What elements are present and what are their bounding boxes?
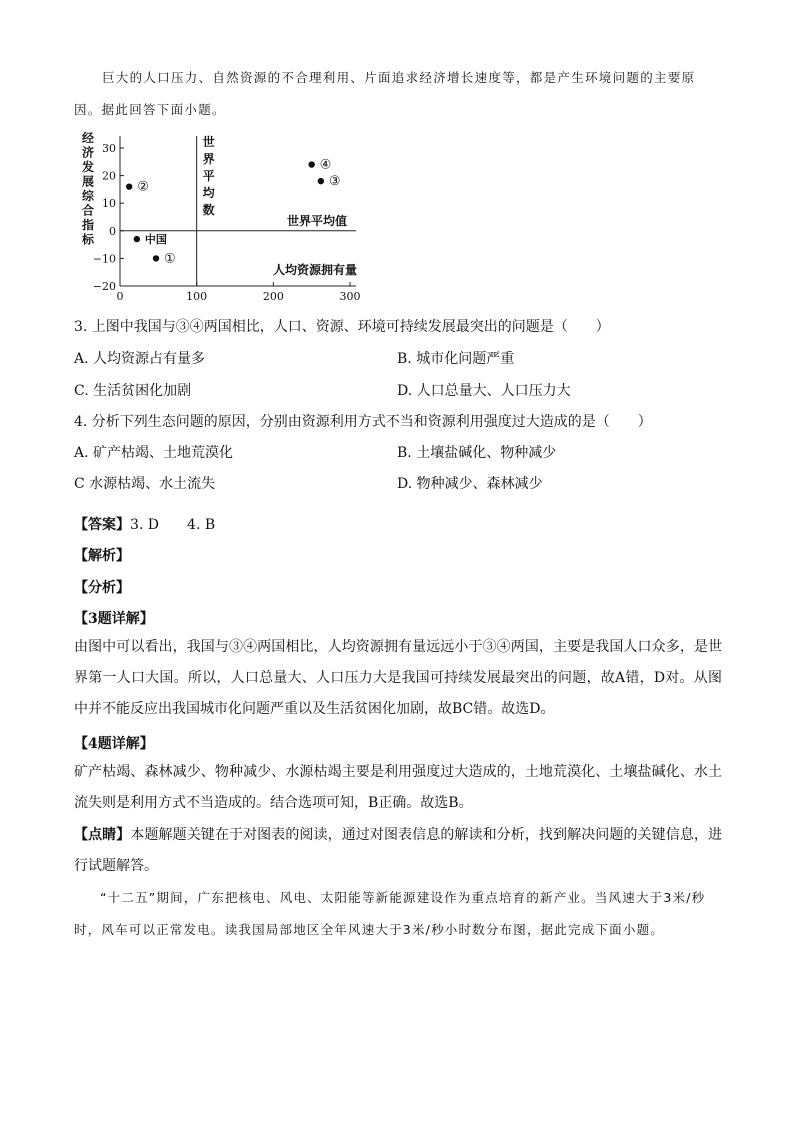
y-axis-label-char: 发 xyxy=(81,160,95,174)
q4-detail-tag: 【4题详解】 xyxy=(74,736,154,752)
q3-option-d: D. 人口总量大、人口压力大 xyxy=(397,383,571,399)
reference-label-vertical-char: 界 xyxy=(202,152,215,166)
intro-paragraph: 巨大的人口压力、自然资源的不合理利用、片面追求经济增长速度等，都是产生环境问题的主要原因。据此回答下面小题。 xyxy=(74,70,696,117)
q4-option-c: C 水源枯竭、水土流失 xyxy=(74,476,216,492)
y-axis-label-char: 经 xyxy=(81,131,95,145)
y-axis-label-char: 指 xyxy=(81,218,95,232)
reference-label-vertical-char: 均 xyxy=(202,186,215,200)
y-axis-label-char: 综 xyxy=(81,189,95,203)
data-point-label: 中国 xyxy=(144,233,167,247)
y-axis-label-char: 展 xyxy=(81,174,95,189)
answer-tag: 【答案】 xyxy=(74,517,130,533)
y-tick-label: −10 xyxy=(92,252,116,266)
data-point xyxy=(126,183,132,189)
dianjing-paragraph xyxy=(74,820,722,882)
q4-detail-text: 矿产枯竭、森林减少、物种减少、水源枯竭主要是利用强度过大造成的，土地荒漠化、土壤盐碱化、水土流失则是利用方式不当造成的。结合选项可知，B正确。故选B。 xyxy=(74,764,722,811)
analysis-tag: 【解析】 xyxy=(74,548,130,564)
dianjing-tag: 【点睛】 xyxy=(74,827,131,843)
reference-label-horizontal: 世界平均值 xyxy=(286,213,347,228)
data-point xyxy=(318,178,324,184)
scatter-chart xyxy=(60,128,370,308)
q4-option-b: B. 土壤盐碱化、物种减少 xyxy=(397,445,557,461)
q3-option-a: A. 人均资源占有量多 xyxy=(74,351,206,367)
data-point-label: ① xyxy=(164,251,176,267)
y-tick-label: 30 xyxy=(102,142,116,155)
x-tick-label: 0 xyxy=(116,290,124,303)
y-tick-label: 10 xyxy=(102,197,116,211)
data-point-label: ② xyxy=(137,179,149,195)
fenxi-tag: 【分析】 xyxy=(74,580,130,596)
outro-paragraph: “十二五”期间，广东把核电、风电、太阳能等新能源建设作为重点培育的新产业。当风速大于3米/秒时，风车可以正常发电。读我国局部地区全年风速大于3米/秒小时数分布图，据此完成下面小题。 xyxy=(74,890,706,937)
q4-stem: 4. 分析下列生态问题的原因，分别由资源利用方式不当和资源利用强度过大造成的是（ ） xyxy=(74,414,652,430)
reference-label-vertical-char: 数 xyxy=(202,203,215,217)
y-tick-label: 0 xyxy=(109,224,116,238)
q3-stem: 3. 上图中我国与③④两国相比，人口、资源、环境可持续发展最突出的问题是（ ） xyxy=(74,319,610,335)
answer-text: 3. D 4. B xyxy=(130,517,216,533)
reference-label-vertical-char: 世 xyxy=(202,135,215,149)
data-point xyxy=(134,236,140,242)
q3-detail-tag: 【3题详解】 xyxy=(74,611,154,627)
q4-option-d: D. 物种减少、森林减少 xyxy=(397,476,543,492)
q4-option-a: A. 矿产枯竭、土地荒漠化 xyxy=(74,445,234,461)
q3-option-b: B. 城市化问题严重 xyxy=(397,351,515,367)
q3-option-c: C. 生活贫困化加剧 xyxy=(74,383,192,399)
q3-detail-text: 由图中可以看出，我国与③④两国相比，人均资源拥有量远远小于③④两国，主要是我国人口众多，是世界第一人口大国。所以，人口总量大、人口压力大是我国可持续发展最突出的问题，故A错，D对。从图中并不能反应出我国城市化问题严重以及生活贫困化加剧，故BC错。故选D。 xyxy=(74,639,722,717)
y-tick-label: 20 xyxy=(102,169,116,183)
y-tick-label: −20 xyxy=(92,280,116,293)
y-axis-label-char: 标 xyxy=(81,232,95,247)
answer-line xyxy=(74,514,215,534)
x-tick-label: 100 xyxy=(186,290,208,303)
x-axis-label: 人均资源拥有量 xyxy=(272,263,357,277)
x-tick-label: 300 xyxy=(339,290,361,303)
data-point-label: ③ xyxy=(328,174,341,190)
data-point xyxy=(308,161,314,167)
x-tick-label: 200 xyxy=(262,290,284,303)
data-point xyxy=(153,255,159,261)
y-axis-label-char: 济 xyxy=(81,145,95,160)
data-point-label: ④ xyxy=(319,157,332,173)
dianjing-text: 本题解题关键在于对图表的阅读，通过对图表信息的解读和分析，找到解决问题的关键信息，进行试题解答。 xyxy=(74,827,723,874)
y-axis-label-char: 合 xyxy=(81,203,95,218)
reference-label-vertical-char: 平 xyxy=(202,169,215,183)
